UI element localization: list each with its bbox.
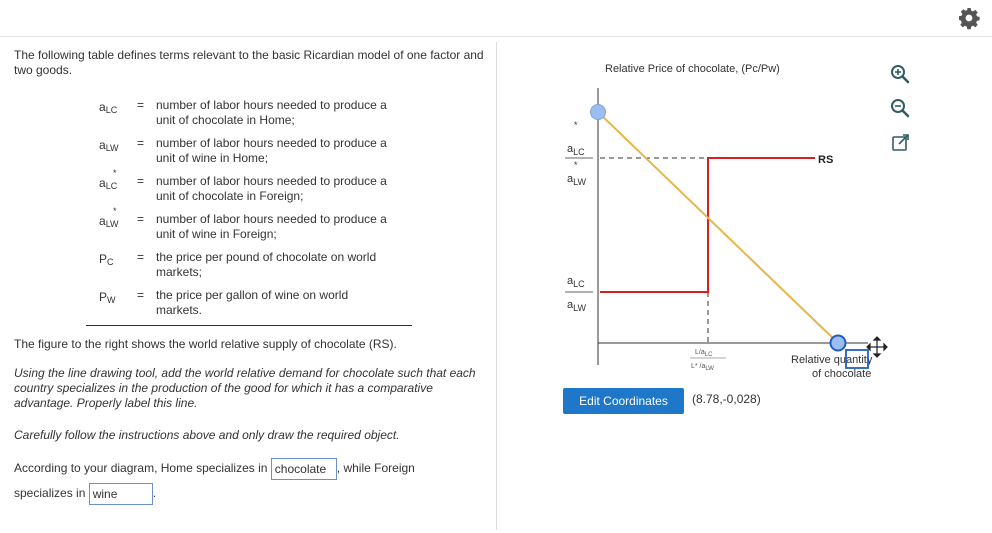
term-definition: number of labor hours needed to produce a unit of chocolate in Foreign; bbox=[156, 174, 387, 203]
rs-label: RS bbox=[818, 154, 834, 166]
term-definition: the price per pound of chocolate on world markets; bbox=[156, 250, 377, 279]
equals-sign: = bbox=[137, 98, 145, 112]
foreign-specialization-answer[interactable]: wine bbox=[89, 483, 153, 505]
term-row bbox=[86, 249, 412, 287]
x-axis-label-line1: Relative quantity bbox=[791, 354, 873, 366]
graph-area[interactable] bbox=[500, 40, 920, 530]
home-specialization-answer[interactable]: chocolate bbox=[271, 458, 337, 480]
term-symbol: $a_{LW}$ * bbox=[99, 206, 119, 229]
terms-table bbox=[86, 97, 412, 326]
term-row bbox=[86, 97, 412, 135]
drawing-instructions: Using the line drawing tool, add the world relative demand for chocolate such that each country specializes in the production of the good for which it has a comparative advantage. Properly label this line. bbox=[14, 366, 476, 410]
term-definition: number of labor hours needed to produce a unit of wine in Home; bbox=[156, 136, 387, 165]
equals-sign: = bbox=[137, 212, 145, 226]
term-symbol: $a_{LW}$ bbox=[99, 138, 119, 153]
term-row bbox=[86, 206, 412, 249]
question-text: , while Foreign bbox=[336, 461, 415, 476]
zoom-in-icon[interactable] bbox=[889, 63, 911, 85]
equals-sign: = bbox=[137, 288, 145, 302]
question-line-2 bbox=[14, 483, 489, 505]
term-definition: number of labor hours needed to produce a unit of wine in Foreign; bbox=[156, 212, 387, 241]
equals-sign: = bbox=[137, 136, 145, 150]
term-row bbox=[86, 135, 412, 173]
svg-text:aLW: $a_{LW}$ bbox=[567, 299, 586, 313]
question-line-1 bbox=[14, 458, 489, 480]
demand-line-end-point[interactable] bbox=[831, 336, 846, 351]
term-row bbox=[86, 287, 412, 325]
svg-text:aLC: $a_{LC}$ bbox=[567, 275, 585, 289]
question-end: . bbox=[152, 486, 157, 501]
term-symbol: $a_{LC}$ bbox=[99, 100, 118, 115]
question-text: According to your diagram, Home specializes in bbox=[14, 461, 268, 476]
svg-text:aLW: $a_{LW}$ bbox=[567, 173, 586, 187]
intro-text: The following table defines terms relevant to the basic Ricardian model of one factor and two goods. bbox=[14, 48, 484, 77]
equals-sign: = bbox=[137, 250, 145, 264]
zoom-out-icon[interactable] bbox=[889, 97, 911, 119]
x-axis-label-line2: of chocolate bbox=[812, 368, 872, 380]
relative-demand-line[interactable] bbox=[598, 112, 838, 343]
y-tick-lower bbox=[565, 275, 593, 313]
term-definition: the price per gallon of wine on world markets. bbox=[156, 288, 349, 317]
demand-line-start-point[interactable] bbox=[591, 105, 606, 120]
expand-icon[interactable] bbox=[890, 132, 912, 154]
rs-description: The figure to the right shows the world relative supply of chocolate (RS). bbox=[14, 337, 397, 351]
term-symbol: $a_{LC}$ * bbox=[99, 168, 118, 191]
question-panel bbox=[14, 48, 489, 78]
x-tick-label bbox=[690, 349, 726, 372]
equals-sign: = bbox=[137, 174, 145, 188]
y-tick-upper bbox=[565, 120, 593, 187]
caution-text: Carefully follow the instructions above and only draw the required object. bbox=[14, 428, 400, 442]
svg-text:*: * bbox=[574, 120, 578, 130]
term-symbol: $P_C$ bbox=[99, 252, 114, 267]
svg-text:L/aLC: L/aLC bbox=[695, 349, 713, 358]
question-text: specializes in bbox=[14, 486, 86, 501]
svg-text:L* /aLW: L* /aLW bbox=[691, 363, 714, 372]
svg-text:aLC: $a_{LC}$ bbox=[567, 143, 585, 157]
term-symbol: $P_W$ bbox=[99, 290, 116, 305]
top-bar bbox=[0, 0, 992, 37]
rs-curve bbox=[600, 158, 815, 292]
term-definition: number of labor hours needed to produce a unit of chocolate in Home; bbox=[156, 98, 387, 127]
gear-icon[interactable] bbox=[957, 6, 981, 30]
panel-divider bbox=[496, 42, 497, 530]
edit-coordinates-button[interactable]: Edit Coordinates bbox=[563, 388, 684, 414]
y-axis-label: Relative Price of chocolate, (Pc/Pw) bbox=[605, 63, 780, 75]
svg-text:*: * bbox=[574, 160, 578, 170]
coordinates-readout: (8.78,-0,028) bbox=[692, 392, 761, 406]
term-row bbox=[86, 168, 412, 211]
